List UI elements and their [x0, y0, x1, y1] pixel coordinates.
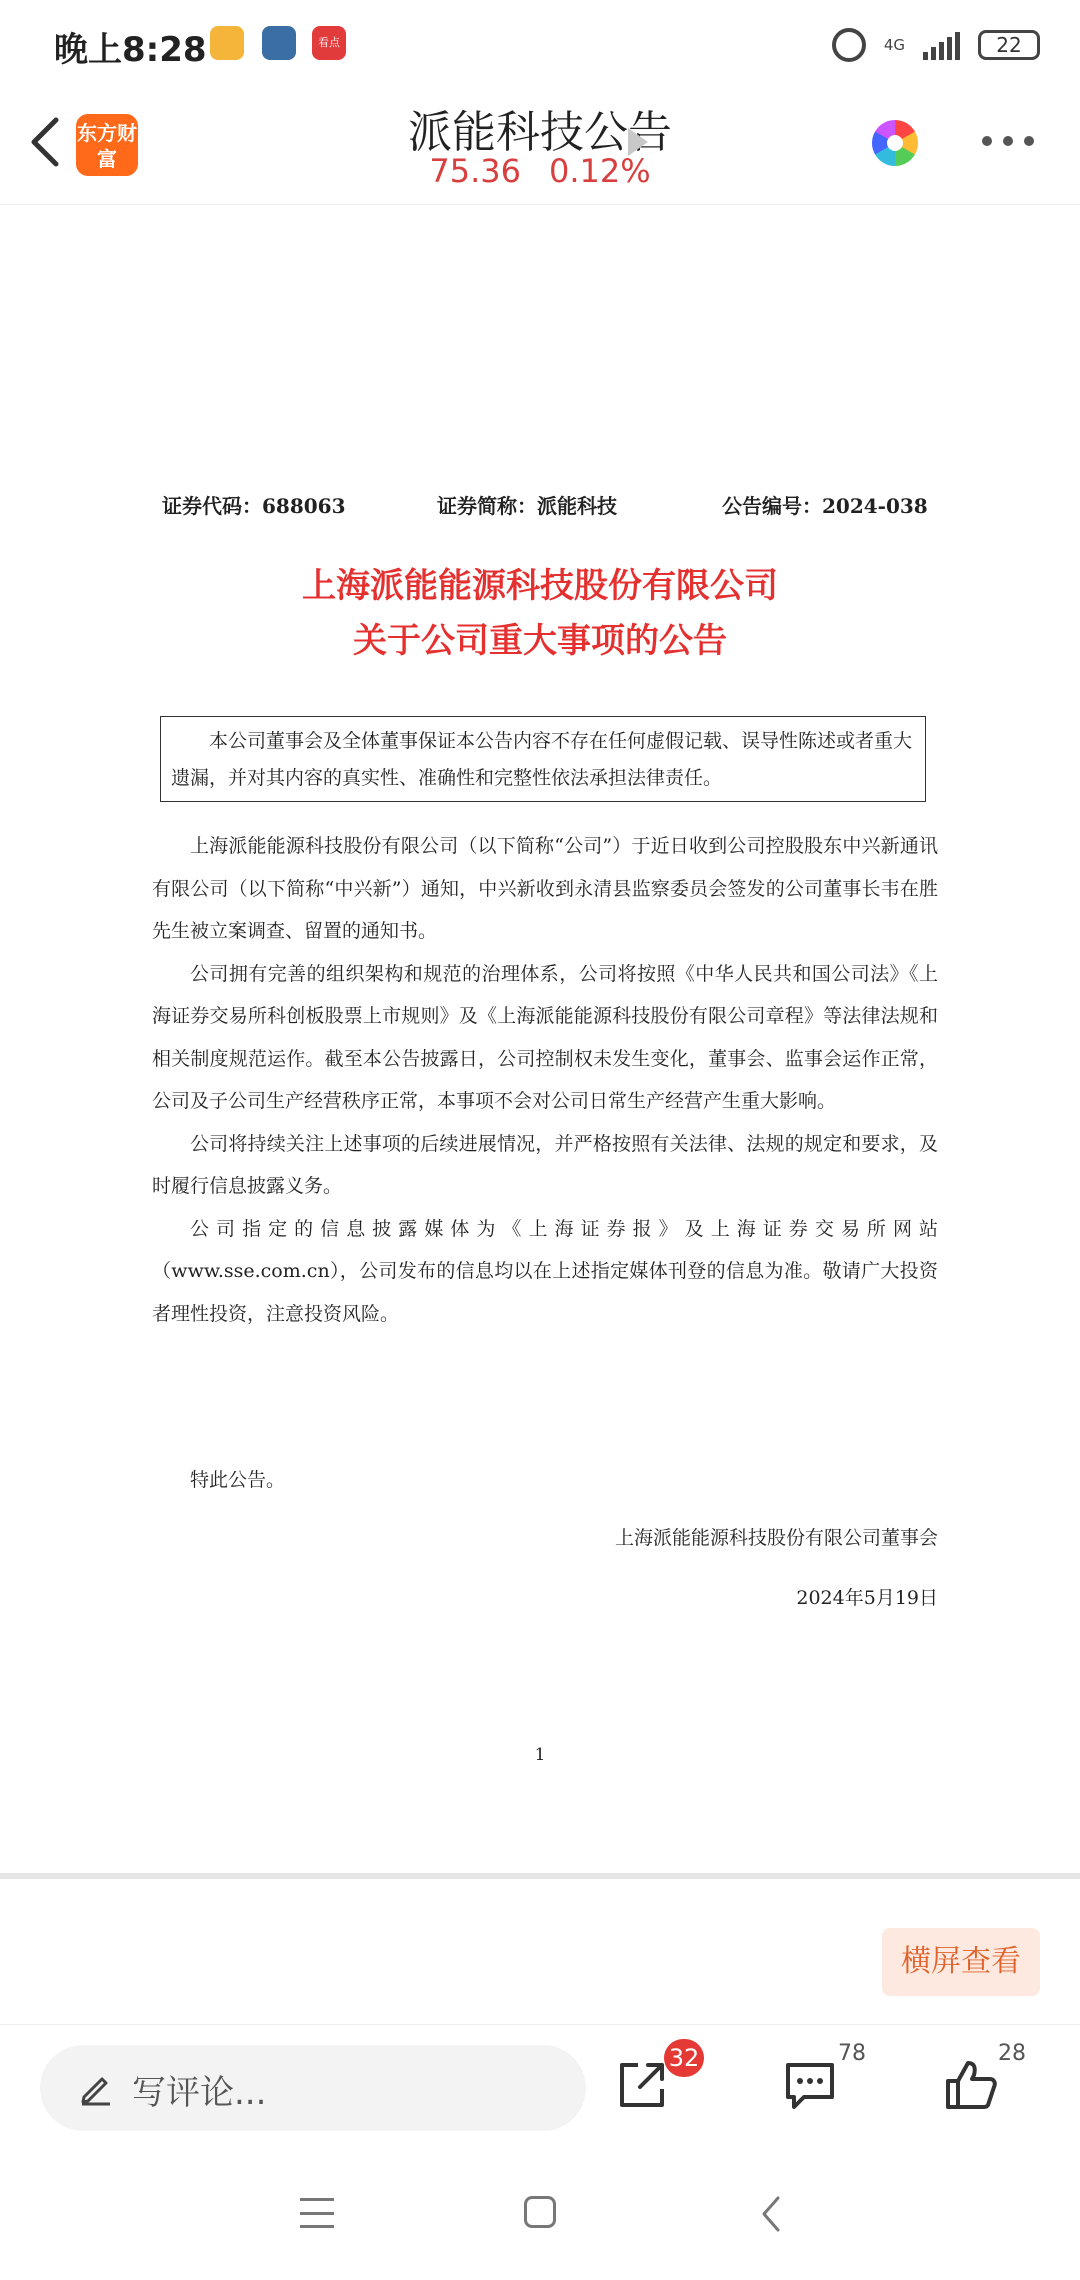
disclaimer-text: 本公司董事会及全体董事保证本公告内容不存在任何虚假记载、误导性陈述或者重大遗漏，并对其内容的真实性、准确性和完整性依法承担法律责任。	[171, 730, 913, 789]
signature-date: 2024年5月19日	[796, 1587, 938, 1609]
divider	[0, 1873, 1080, 1879]
home-icon[interactable]	[524, 2196, 556, 2228]
announcement-document[interactable]	[0, 205, 1080, 1875]
paragraph: 上海派能能源科技股份有限公司（以下简称“公司”）于近日收到公司控股股东中兴新通讯有限公司（以下简称“中兴新”）通知，中兴新收到永清县监察委员会签发的公司董事长韦在胜先生被立案调查、留置的通知书。	[152, 835, 938, 942]
color-wheel-icon[interactable]	[872, 120, 918, 166]
stock-quote[interactable]	[0, 152, 1080, 190]
comment-placeholder: 写评论...	[132, 2073, 267, 2113]
closing-text: 特此公告。	[190, 1469, 286, 1491]
comment-count: 78	[838, 2041, 866, 2066]
security-code: 证券代码：688063	[162, 494, 346, 518]
doc-title-line1: 上海派能能源科技股份有限公司	[302, 566, 778, 606]
disclaimer-box	[160, 716, 926, 802]
recent-apps-icon[interactable]	[300, 2198, 334, 2228]
eastmoney-logo: 东方财富	[76, 114, 138, 176]
doc-body	[152, 825, 938, 1335]
app-header	[0, 86, 1080, 205]
security-short-name: 证券简称：派能科技	[437, 494, 617, 518]
signature-company: 上海派能能源科技股份有限公司董事会	[614, 1527, 938, 1549]
stock-change: 0.12%	[548, 152, 651, 190]
landscape-view-button[interactable]: 横屏查看	[882, 1928, 1040, 1996]
paragraph: 公司将持续关注上述事项的后续进展情况，并严格按照有关法律、法规的规定和要求，及时履行信息披露义务。	[152, 1132, 938, 1197]
settings-app-icon	[262, 26, 296, 60]
comment-input[interactable]	[40, 2045, 586, 2131]
share-count-badge: 32	[664, 2039, 704, 2077]
page-number: 1	[534, 1745, 546, 1765]
doc-title-line2: 关于公司重大事项的公告	[353, 621, 727, 661]
comments-button[interactable]	[780, 2041, 866, 2125]
paragraph: 公司指定的信息披露媒体为《上海证券报》及上海证券交易所网站（www.sse.com.cn），公司发布的信息均以在上述指定媒体刊登的信息为准。敬请广大投资者理性投资，注意投资风险。	[152, 1217, 938, 1325]
network-type: 4G	[883, 36, 905, 54]
share-icon	[612, 2055, 672, 2115]
notice-number: 公告编号：2024-038	[722, 494, 928, 518]
kandian-app-icon: 看点	[312, 26, 346, 60]
notes-app-icon	[210, 26, 244, 60]
like-count: 28	[998, 2041, 1026, 2066]
like-button[interactable]	[940, 2041, 1026, 2125]
pen-icon	[76, 2067, 116, 2107]
share-button[interactable]	[612, 2044, 700, 2125]
bottom-action-bar	[0, 2024, 1080, 2151]
nav-back-icon[interactable]	[756, 2194, 786, 2234]
comment-bubble-icon	[780, 2055, 840, 2115]
battery-icon: 22	[978, 30, 1040, 60]
play-triangle-icon[interactable]	[628, 128, 648, 156]
thumbs-up-icon	[940, 2055, 1000, 2115]
alarm-icon	[832, 28, 866, 62]
paragraph: 公司拥有完善的组织架构和规范的治理体系，公司将按照《中华人民共和国公司法》《上海证券交易所科创板股票上市规则》及《上海派能能源科技股份有限公司章程》等法律法规和相关制度规范运作。截至本公告披露日，公司控制权未发生变化，董事会、监事会运作正常，公司及子公司生产经营秩序正常，本事项不会对公司日常生产经营产生重大影响。	[152, 962, 938, 1112]
status-time: 晚上8:28	[54, 30, 207, 70]
status-right	[832, 20, 1040, 70]
system-nav-bar	[0, 2150, 1080, 2280]
signal-icon	[923, 30, 960, 60]
status-bar	[0, 0, 1080, 86]
more-dots-icon[interactable]	[982, 136, 1034, 148]
page-title: 派能科技公告	[408, 107, 672, 158]
stock-price: 75.36	[429, 152, 521, 190]
